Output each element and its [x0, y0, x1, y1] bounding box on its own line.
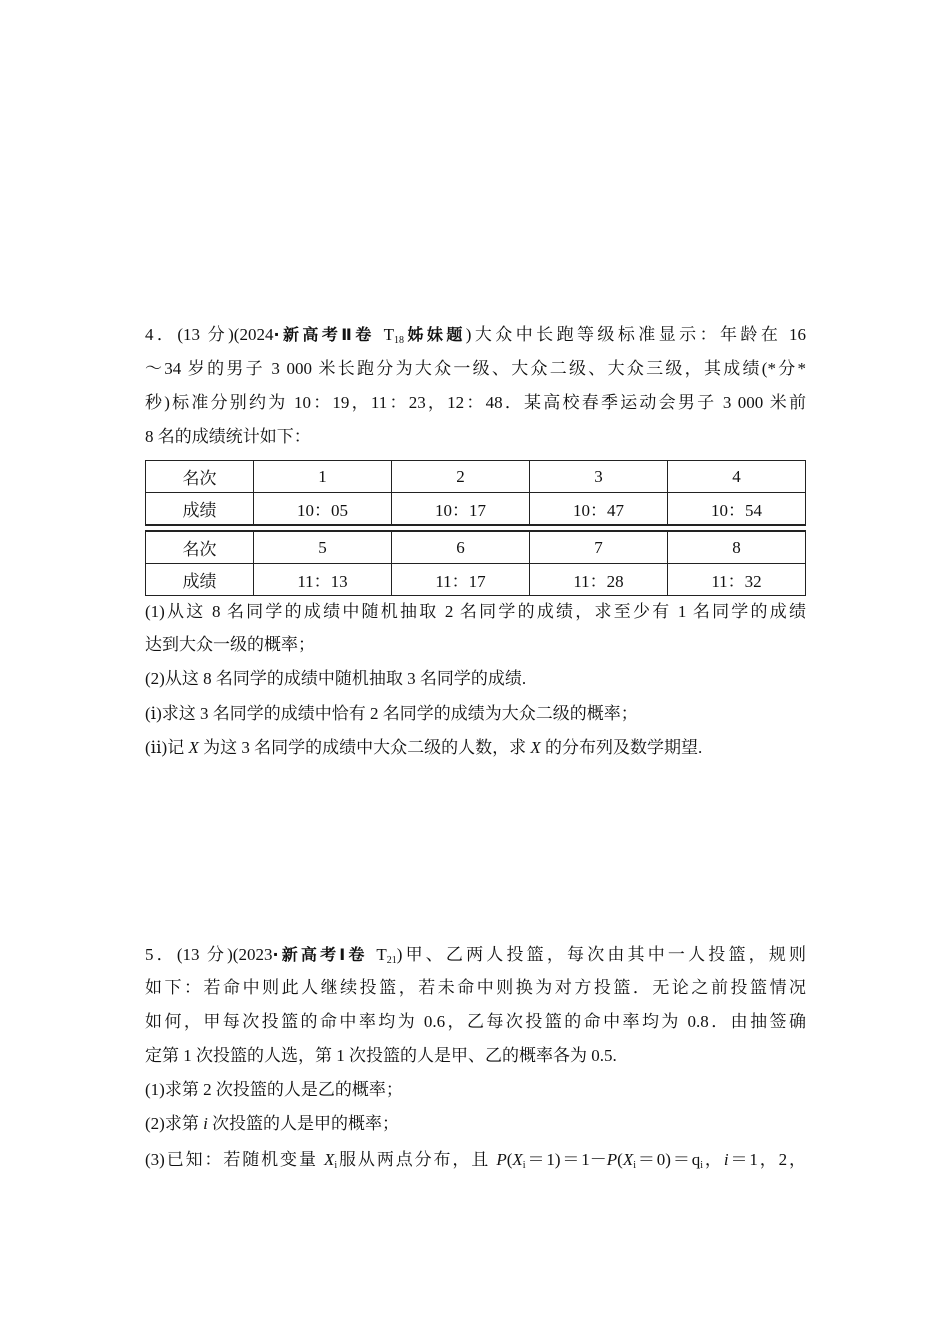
rank-cell: 2: [392, 461, 530, 493]
text-segment: (ⅰ)求这 3 名同学的成绩中恰有 2 名同学的成绩为大众二级的概率；: [145, 704, 638, 723]
q5-line: [145, 1149, 806, 1171]
text-segment: i: [334, 1160, 338, 1171]
text-segment: P: [606, 1150, 618, 1169]
q4-stem-line: [145, 358, 806, 380]
text-segment: ＝0)＝q: [636, 1150, 701, 1169]
text-segment: 姊妹题: [404, 325, 466, 344]
text-segment: ·新高考Ⅱ卷: [273, 325, 384, 344]
text-segment: 秒)标准分别约为 10：19，11：23，12：48．某高校春季运动会男子 3 000 米前: [145, 393, 806, 412]
rank-header-cell: 名次: [146, 532, 254, 564]
text-segment: 达到大众一级的概率；: [145, 635, 315, 654]
q4-subquestion-line: [145, 601, 806, 623]
score-cell: 11：13: [254, 564, 392, 596]
q4-subquestion-line: [145, 703, 806, 725]
text-segment: )甲、乙两人投篮，每次由其中一人投篮，规则: [396, 945, 807, 964]
text-segment: 18: [394, 335, 405, 346]
text-segment: i: [633, 1160, 637, 1171]
text-segment: 4．(13 分)(2024: [145, 325, 274, 344]
text-segment: X: [512, 1150, 523, 1169]
score-cell: 11：17: [392, 564, 530, 596]
text-segment: i: [203, 1114, 208, 1133]
text-segment: (1)求第 2 次投篮的人是乙的概率；: [145, 1080, 403, 1099]
score-cell: 11：32: [668, 564, 806, 596]
q5-line: [145, 1045, 806, 1067]
text-segment: P: [496, 1150, 507, 1169]
score-cell: 10：47: [530, 493, 668, 525]
rank-cell: 6: [392, 532, 530, 564]
text-segment: 8 名的成绩统计如下：: [145, 427, 311, 446]
q5-line: [145, 1011, 806, 1033]
text-segment: )大众中长跑等级标准显示：年龄在 16: [465, 325, 806, 344]
text-segment: 21: [386, 955, 397, 966]
q4-subquestion-line: [145, 737, 806, 759]
text-segment: 如下：若命中则此人继续投篮，若未命中则换为对方投篮．无论之前投篮情况: [145, 978, 806, 997]
text-segment: X: [622, 1150, 634, 1169]
text-segment: 定第 1 次投篮的人选，第 1 次投篮的人是甲、乙的概率各为 0.5.: [145, 1046, 617, 1065]
q4-stem-line: [145, 324, 806, 346]
q4-stem-line: [145, 392, 806, 414]
score-cell: 11：28: [530, 564, 668, 596]
table-row: [146, 461, 806, 493]
text-segment: 为这 3 名同学的成绩中大众二级的人数，求: [198, 738, 531, 757]
score-header-cell: 成绩: [146, 564, 254, 596]
rank-cell: 8: [668, 532, 806, 564]
score-cell: 10：54: [668, 493, 806, 525]
text-segment: X: [188, 738, 199, 757]
text-segment: 如何，甲每次投篮的命中率均为 0.6，乙每次投篮的命中率均为 0.8．由抽签确: [145, 1012, 806, 1031]
text-segment: (3)已知：若随机变量: [145, 1150, 324, 1169]
text-segment: X: [323, 1150, 335, 1169]
text-segment: 5．(13 分)(2023: [145, 945, 273, 964]
score-header-cell: 成绩: [146, 493, 254, 525]
table-row: [146, 564, 806, 596]
results-table: [145, 460, 806, 525]
text-segment: X: [530, 738, 541, 757]
score-cell: 10：05: [254, 493, 392, 525]
table-row: [146, 532, 806, 564]
table-row: [146, 493, 806, 525]
text-segment: (1)从这 8 名同学的成绩中随机抽取 2 名同学的成绩，求至少有 1 名同学的成绩: [145, 602, 806, 621]
score-cell: 10：17: [392, 493, 530, 525]
rank-cell: 5: [254, 532, 392, 564]
q4-stem-line: [145, 426, 806, 448]
text-segment: i: [522, 1160, 526, 1171]
rank-cell: 4: [668, 461, 806, 493]
text-segment: T: [383, 325, 395, 344]
text-segment: (2)求第: [145, 1114, 204, 1133]
rank-cell: 7: [530, 532, 668, 564]
text-segment: 服从两点分布，且: [337, 1150, 497, 1169]
rank-header-cell: 名次: [146, 461, 254, 493]
q4-subquestion-line: [145, 668, 806, 690]
text-segment: (: [506, 1150, 513, 1169]
text-segment: 次投篮的人是甲的概率；: [207, 1114, 400, 1133]
text-segment: 的分布列及数学期望.: [540, 738, 703, 757]
q4-subquestion-line: [145, 634, 806, 656]
text-segment: (2)从这 8 名同学的成绩中随机抽取 3 名同学的成绩.: [145, 669, 527, 688]
q5-line: [145, 944, 806, 966]
text-segment: ，: [703, 1150, 724, 1169]
results-table: [145, 531, 806, 596]
text-segment: (ⅱ)记: [145, 738, 189, 757]
q5-line: [145, 1113, 806, 1135]
text-segment: (: [617, 1150, 623, 1169]
text-segment: ＝1)＝1－: [525, 1150, 607, 1169]
text-segment: ～34 岁的男子 3 000 米长跑分为大众一级、大众二级、大众三级，其成绩(*分*: [145, 359, 806, 378]
rank-cell: 1: [254, 461, 392, 493]
rank-cell: 3: [530, 461, 668, 493]
q5-line: [145, 977, 806, 999]
text-segment: ·新高考Ⅰ卷: [272, 945, 377, 964]
text-segment: ＝1，2，: [728, 1150, 806, 1169]
q5-line: [145, 1079, 806, 1101]
text-segment: T: [376, 945, 387, 964]
text-segment: i: [723, 1150, 729, 1169]
text-segment: i: [700, 1160, 704, 1171]
